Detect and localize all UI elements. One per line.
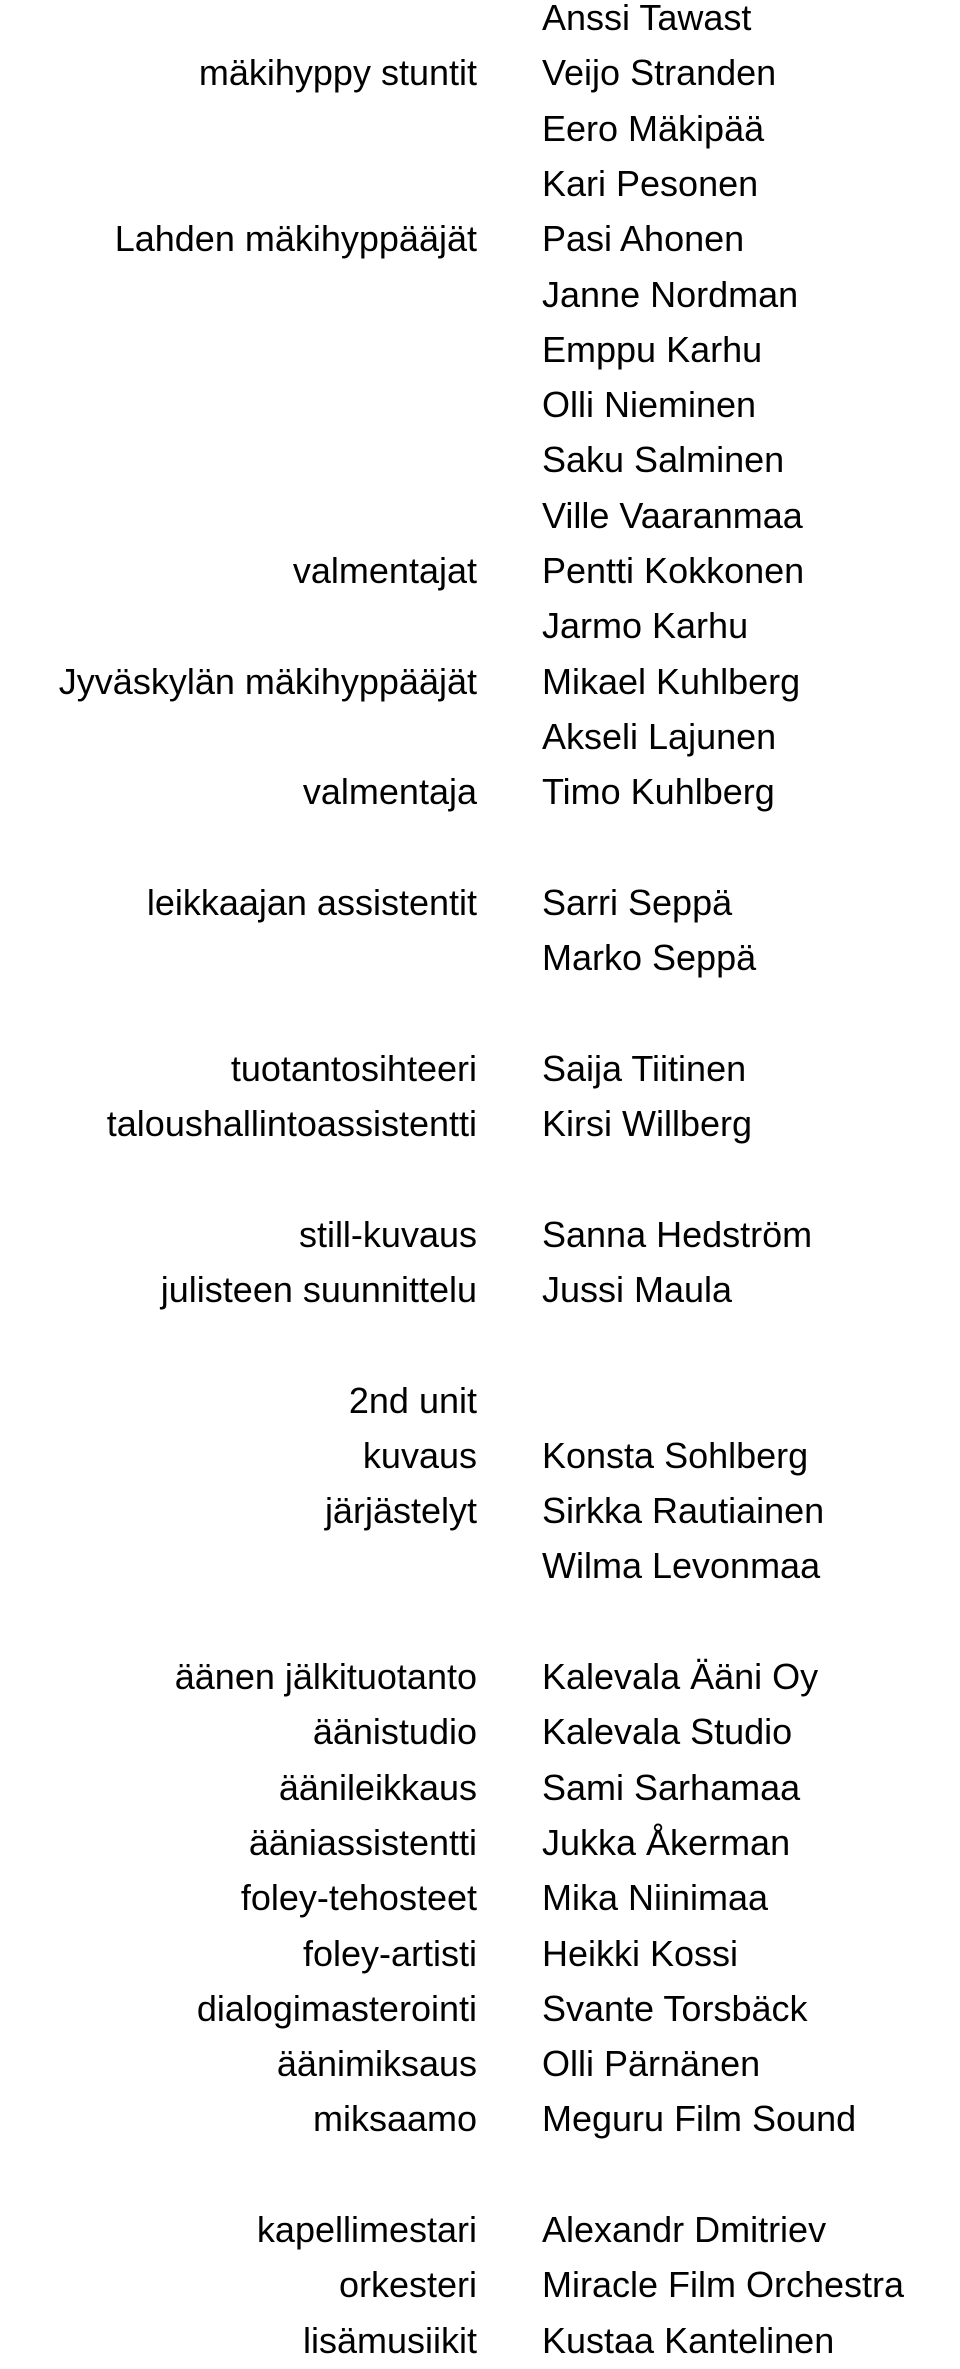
credit-name: Kustaa Kantelinen [542, 2319, 835, 2361]
credit-role: taloushallintoassistentti [106, 1103, 477, 1144]
credit-name: Akseli Lajunen [542, 715, 777, 757]
credit-row [0, 654, 960, 710]
credit-row [0, 1317, 960, 1373]
credit-name: Sirkka Rautiainen [542, 1490, 825, 1532]
credit-role: äänileikkaus [278, 1766, 477, 1808]
credit-row [0, 1926, 960, 1982]
credit-role: valmentaja [302, 771, 477, 813]
credit-row [0, 1373, 960, 1429]
credit-name: Kalevala Ääni Oy [542, 1656, 819, 1697]
credit-role: miksaamo [312, 2098, 477, 2140]
credit-row [0, 1704, 960, 1760]
credit-role: leikkaajan assistentit [146, 881, 477, 923]
credit-row [0, 543, 960, 599]
credit-role: ääniassistentti [248, 1821, 477, 1863]
credit-role: foley-tehosteet [240, 1877, 477, 1919]
credit-name: Olli Pärnänen [542, 2043, 761, 2085]
credit-role: tuotantosihteeri [230, 1047, 477, 1089]
credit-name: Konsta Sohlberg [542, 1434, 809, 1476]
credit-role: Lahden mäkihyppääjät [114, 218, 477, 260]
credit-row [0, 1041, 960, 1097]
credit-row [0, 875, 960, 931]
credit-name: Kari Pesonen [542, 162, 759, 204]
credit-name: Mika Niinimaa [542, 1877, 769, 1919]
credit-name: Emppu Karhu [542, 328, 763, 370]
credit-row [0, 1483, 960, 1539]
credit-row [0, 2257, 960, 2313]
credit-row [0, 377, 960, 433]
credit-row [0, 322, 960, 378]
credit-role: orkesteri [338, 2264, 477, 2306]
credit-row [0, 1151, 960, 1207]
credit-name: Jukka Åkerman [542, 1821, 791, 1863]
credit-row [0, 267, 960, 323]
credit-role: dialogimasterointi [196, 1987, 477, 2029]
credit-name: Anssi Tawast [542, 0, 752, 38]
credit-role: kuvaus [362, 1434, 477, 1476]
credit-name: Meguru Film Sound [542, 2098, 857, 2140]
credit-row [0, 1262, 960, 1318]
credit-name: Sarri Seppä [542, 881, 733, 923]
credit-name: Saija Tiitinen [542, 1047, 747, 1089]
credit-row [0, 488, 960, 544]
credit-name: Eero Mäkipää [542, 107, 765, 149]
credit-role: foley-artisti [302, 1932, 477, 1974]
credit-name: Wilma Levonmaa [542, 1545, 821, 1587]
credit-row [0, 709, 960, 765]
credit-row [0, 1870, 960, 1926]
credit-role: lisämusiikit [302, 2319, 477, 2361]
credit-name: Jarmo Karhu [542, 605, 749, 647]
credit-role: äänimiksaus [276, 2043, 477, 2085]
credit-name: Sanna Hedström [542, 1213, 813, 1255]
credit-row [0, 0, 960, 46]
credit-row [0, 1594, 960, 1650]
credit-name: Heikki Kossi [542, 1932, 739, 1974]
credit-role: järjästelyt [324, 1490, 477, 1532]
credit-row [0, 1981, 960, 2037]
credit-row [0, 1649, 960, 1705]
credit-name: Veijo Stranden [542, 52, 777, 94]
credit-role: kapellimestari [256, 2209, 477, 2250]
credit-row [0, 2091, 960, 2147]
credit-name: Alexandr Dmitriev [542, 2209, 827, 2250]
credit-row [0, 156, 960, 212]
credit-role: 2nd unit [348, 1379, 477, 1421]
credit-name: Pentti Kokkonen [542, 550, 805, 591]
credit-row [0, 2036, 960, 2092]
credit-row [0, 2202, 960, 2258]
credit-row [0, 930, 960, 986]
credit-row [0, 2147, 960, 2203]
credit-role: still-kuvaus [298, 1213, 477, 1255]
credit-row [0, 1815, 960, 1871]
credit-name: Jussi Maula [542, 1268, 733, 1310]
credit-name: Marko Seppä [542, 937, 757, 979]
credit-role: äänistudio [312, 1711, 477, 1753]
credit-row [0, 1760, 960, 1816]
credit-name: Svante Torsbäck [542, 1987, 808, 2029]
credit-row [0, 101, 960, 157]
credit-name: Olli Nieminen [542, 384, 757, 426]
credit-row [0, 1207, 960, 1263]
credit-row [0, 1538, 960, 1594]
credit-name: Mikael Kuhlberg [542, 660, 801, 702]
credit-name: Ville Vaaranmaa [542, 494, 803, 536]
credit-name: Timo Kuhlberg [542, 771, 775, 813]
credit-name: Kirsi Willberg [542, 1103, 753, 1144]
credit-name: Miracle Film Orchestra [542, 2264, 905, 2306]
credit-role: julisteen suunnittelu [160, 1268, 477, 1310]
credit-row [0, 211, 960, 267]
credit-role: äänen jälkituotanto [174, 1656, 477, 1697]
credit-name: Sami Sarhamaa [542, 1766, 801, 1808]
credit-row [0, 1096, 960, 1152]
credit-row [0, 985, 960, 1041]
credit-role: valmentajat [292, 550, 477, 591]
credit-row [0, 432, 960, 488]
credit-row [0, 1428, 960, 1484]
credit-row [0, 598, 960, 654]
credit-role: Jyväskylän mäkihyppääjät [58, 660, 477, 702]
credit-row [0, 45, 960, 101]
credit-name: Janne Nordman [542, 273, 799, 315]
credit-row [0, 764, 960, 820]
credit-row [0, 2313, 960, 2369]
credit-name: Pasi Ahonen [542, 218, 745, 260]
credit-row [0, 820, 960, 876]
credit-role: mäkihyppy stuntit [198, 52, 477, 94]
credit-name: Saku Salminen [542, 439, 785, 481]
credit-name: Kalevala Studio [542, 1711, 793, 1753]
